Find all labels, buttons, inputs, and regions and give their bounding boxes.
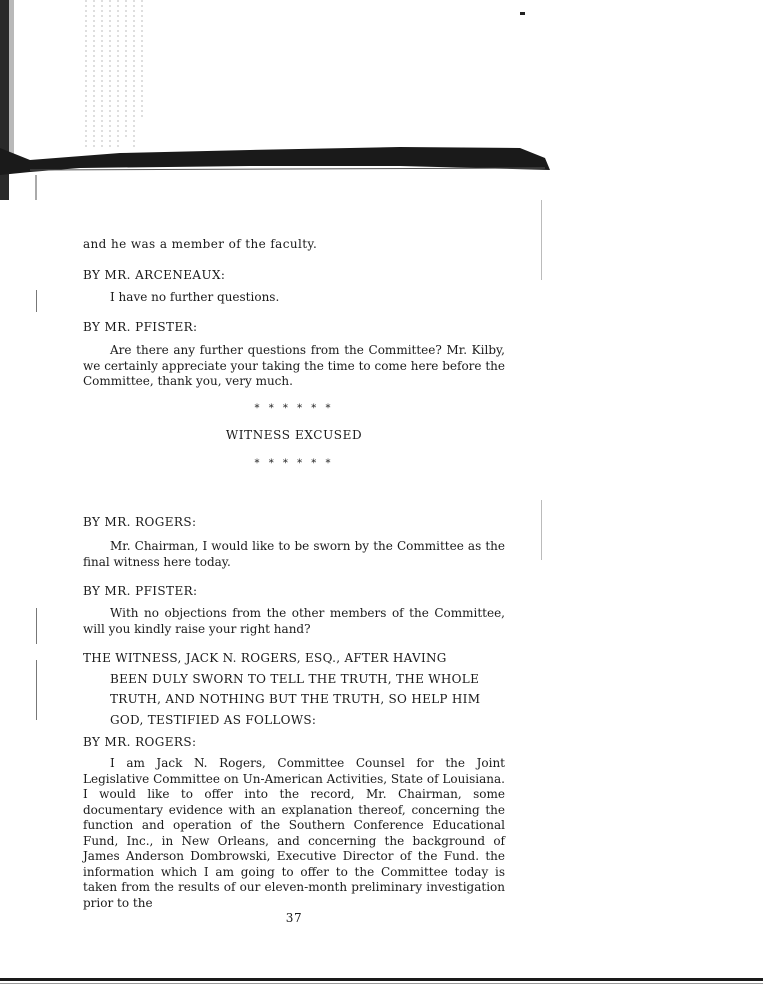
separator-stars: * * * * * *: [254, 403, 334, 414]
oath-statement: [83, 648, 505, 730]
margin-mark: [36, 290, 37, 312]
transcript-paragraph: I have no further questions.: [110, 290, 280, 304]
continuation-text: and he was a member of the faculty.: [83, 237, 318, 251]
speaker-heading: BY MR. ROGERS:: [83, 735, 197, 749]
speaker-heading: BY MR. ARCENEAUX:: [83, 268, 226, 282]
scan-edge-top: [0, 0, 763, 200]
transcript-paragraph: Mr. Chairman, I would like to be sworn by the Committee as the final witness here today.: [83, 539, 505, 569]
speaker-heading: BY MR. PFISTER:: [83, 584, 198, 598]
margin-mark: [36, 660, 37, 720]
margin-mark: [541, 200, 542, 280]
transcript-line: [83, 237, 505, 253]
witness-excused-label: WITNESS EXCUSED: [225, 428, 363, 442]
scan-edge-bottom: [0, 975, 763, 990]
transcript-paragraph: Are there any further questions from the Committee? Mr. Kilby, we certainly appreciate your taking the time to come here before the Committee, thank you, very much.: [83, 343, 505, 388]
margin-mark: [541, 500, 542, 560]
page-number: 37: [285, 911, 303, 925]
oath-first-line: THE WITNESS, JACK N. ROGERS, ESQ., AFTER HAVING: [83, 651, 447, 665]
transcript-paragraph: I am Jack N. Rogers, Committee Counsel for the Joint Legislative Committee on Un-American Activities, State of Louisiana. I would like to offer into the record, Mr. Chairman, some documentary evidence with an explanation thereof, concerning the function and operation of the Southern Conference Educational Fund, Inc., in New Orleans, and concerning the background of James Anderson Dombrowski, Executive Director of the Fund. the information which I am going to offer to the Committee today is taken from the results of our eleven-month preliminary investigation prior to the: [83, 756, 505, 910]
margin-mark: [36, 608, 37, 644]
separator-stars: * * * * * *: [254, 458, 334, 469]
speaker-heading: BY MR. ROGERS:: [83, 515, 197, 529]
oath-continuation: BEEN DULY SWORN TO TELL THE TRUTH, THE WHOLE TRUTH, AND NOTHING BUT THE TRUTH, SO HELP HIM GOD, TESTIFIED AS FOLLOWS:: [110, 671, 481, 727]
speaker-heading: BY MR. PFISTER:: [83, 320, 198, 334]
transcript-paragraph: With no objections from the other members of the Committee, will you kindly raise your right hand?: [83, 606, 505, 636]
